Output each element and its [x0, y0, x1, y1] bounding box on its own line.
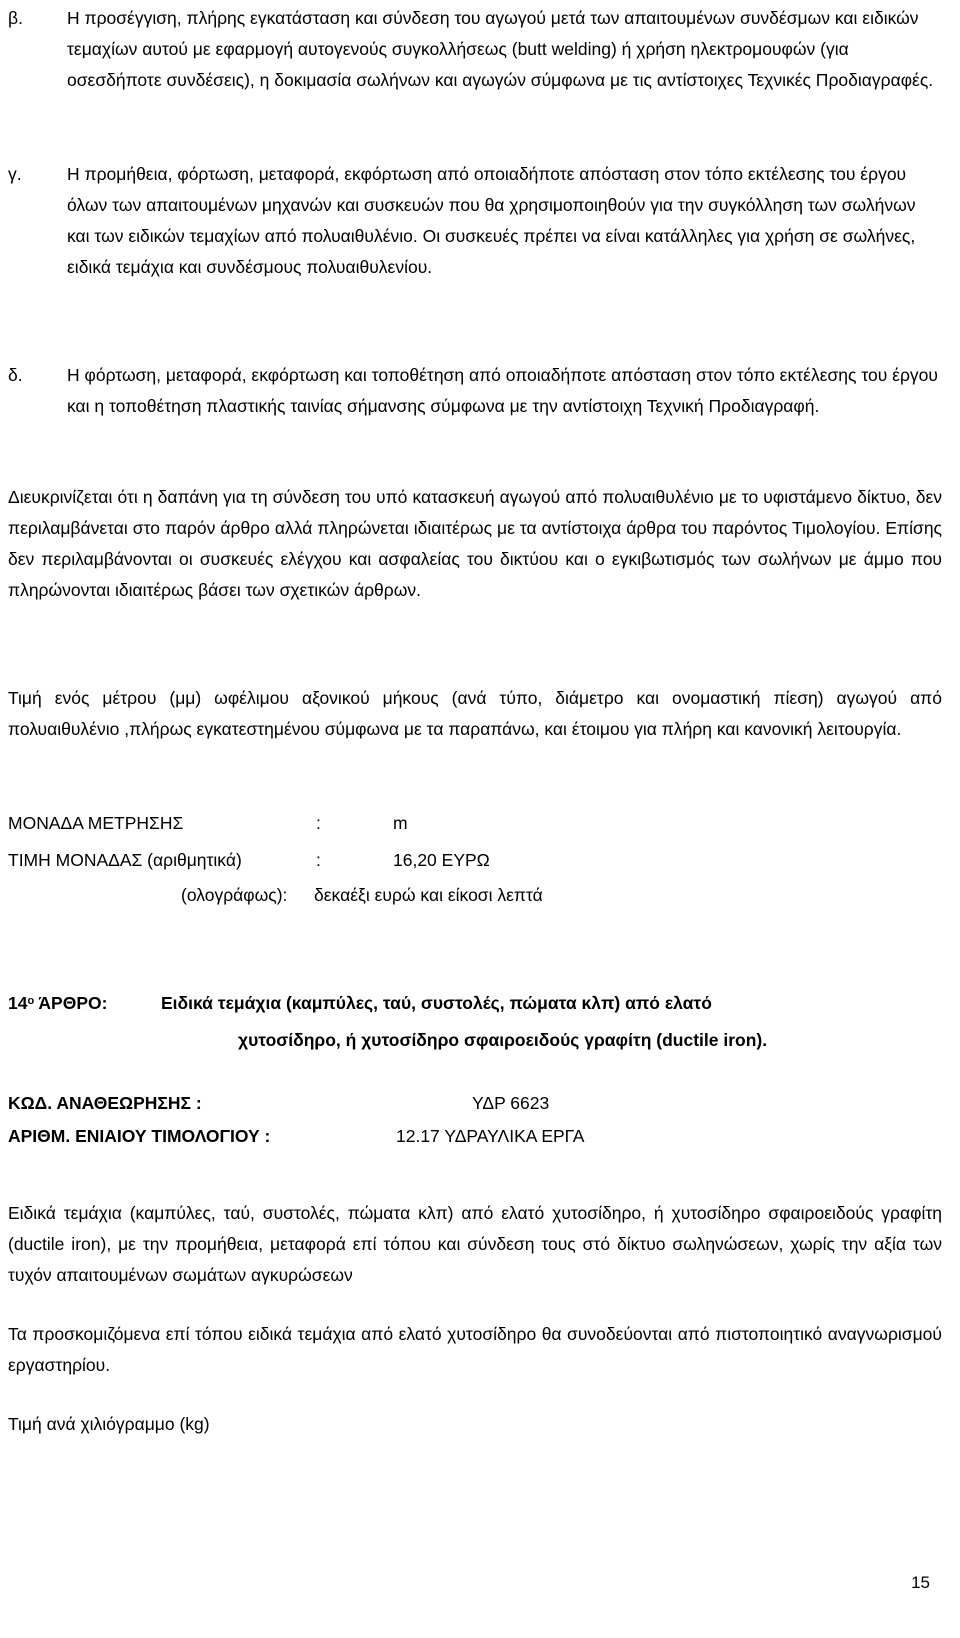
article-label-suffix: ΆΡΘΡΟ: — [34, 993, 108, 1013]
unit-price-label: ΤΙΜΗ ΜΟΝΑΔΑΣ (αριθμητικά) — [8, 850, 242, 870]
article-number-label — [8, 993, 107, 1013]
article-title-line-1: Ειδικά τεμάχια (καμπύλες, ταύ, συστολές, πώματα κλπ) από ελατό — [161, 993, 712, 1013]
unit-value: m — [393, 813, 408, 833]
list-item-label: δ. — [8, 365, 23, 385]
revision-code-label: ΚΩΔ. ΑΝΑΘΕΩΡΗΣΗΣ : — [8, 1093, 202, 1113]
price-statement-paragraph: Τιμή ενός μέτρου (μμ) ωφέλιμου αξονικού μήκους (ανά τύπο, διάμετρο και ονομαστική πίεση) αγωγού από πολυαιθυλένιο ,πλήρως εγκατεστημένου σύμφωνα με τα παραπάνω, και έτοιμου για πλήρη και κανονική λειτουργία. — [8, 688, 942, 739]
article-price-per-kg: Τιμή ανά χιλιόγραμμο (kg) — [8, 1414, 210, 1434]
revision-code-value: ΥΔΡ 6623 — [472, 1093, 550, 1113]
article-certificates-paragraph: Τα προσκομιζόμενα επί τόπου ειδικά τεμάχια από ελατό χυτοσίδηρο θα συνοδεύονται από πιστοποιητικό αναγνωρισμού εργαστηρίου. — [8, 1324, 942, 1375]
list-item-label: γ. — [8, 164, 22, 184]
list-item-text: Η φόρτωση, μεταφορά, εκφόρτωση και τοποθέτηση από οποιαδήποτε απόσταση στον τόπο εκτέλεσης του έργου και η τοποθέτηση πλαστικής ταινίας σήμανσης σύμφωνα με την αντίστοιχη Τεχνική Προδιαγραφή. — [67, 365, 938, 416]
price-list-number-value: 12.17 ΥΔΡΑΥΛΙΚΑ ΕΡΓΑ — [396, 1126, 585, 1146]
article-number: 14 — [8, 993, 28, 1013]
unit-price-words-value: δεκαέξι ευρώ και είκοσι λεπτά — [314, 885, 543, 905]
article-number-superscript: ο — [27, 995, 35, 1007]
unit-separator: : — [316, 813, 321, 833]
unit-price-words-label: (ολογράφως): — [181, 885, 288, 905]
list-item-text: Η προμήθεια, φόρτωση, μεταφορά, εκφόρτωση από οποιαδήποτε απόσταση στον τόπο εκτέλεσης του έργου όλων των απαιτουμένων μηχανών και συσκευών που θα χρησιμοποιηθούν για την συγκόλληση των σωλήνων και των ειδικών τεμαχίων από πολυαιθυλένιο. Οι συσκευές πρέπει να είναι κατάλληλες για χρήση σε σωλήνες, ειδικά τεμάχια και συνδέσμους πολυαιθυλενίου. — [67, 164, 916, 277]
page-number: 15 — [911, 1573, 930, 1592]
list-item-beta — [8, 3, 942, 96]
list-item-text: Η προσέγγιση, πλήρης εγκατάσταση και σύνδεση του αγωγού μετά των απαιτουμένων συνδέσμων και ειδικών τεμαχίων αυτού με εφαρμογή αυτογενούς συγκολλήσεως (butt welding) ή χρήση ηλεκτρομουφών (για οσεσδήποτε συνδέσεις), η δοκιμασία σωλήνων και αγωγών σύμφωνα με τις αντίστοιχες Τεχνικές Προδιαγραφές. — [67, 8, 934, 90]
article-description: Ειδικά τεμάχια (καμπύλες, ταύ, συστολές, πώματα κλπ) από ελατό χυτοσίδηρο, ή χυτοσίδηρο σφαιροειδούς γραφίτη (ductile iron), με την προμήθεια, μεταφορά επί τόπου και σύνδεση τους στό δίκτυο σωληνώσεων, χωρίς την αξία των τυχόν απαιτουμένων σωμάτων αγκυρώσεων — [8, 1203, 942, 1285]
unit-price-value: 16,20 ΕΥΡΩ — [393, 850, 490, 870]
list-item-delta — [8, 360, 942, 422]
clarification-paragraph: Διευκρινίζεται ότι η δαπάνη για τη σύνδεση του υπό κατασκευή αγωγού από πολυαιθυλένιο με το υφιστάμενο δίκτυο, δεν περιλαμβάνεται στο παρόν άρθρο αλλά πληρώνεται ιδιαιτέρως με τα αντίστοιχα άρθρα του παρόντος Τιμολογίου. Επίσης δεν περιλαμβάνονται οι συσκευές ελέγχου και ασφαλείας του δικτύου και ο εγκιβωτισμός των σωλήνων με άμμο που πληρώνονται ιδιαιτέρως βάσει των σχετικών άρθρων. — [8, 487, 942, 600]
price-list-number-label: ΑΡΙΘΜ. ΕΝΙΑΙΟΥ ΤΙΜΟΛΟΓΙΟΥ : — [8, 1126, 271, 1146]
unit-label: ΜΟΝΑΔΑ ΜΕΤΡΗΣΗΣ — [8, 813, 184, 833]
unit-price-separator: : — [316, 850, 321, 870]
list-item-label: β. — [8, 8, 23, 28]
article-title-line-2: χυτοσίδηρο, ή χυτοσίδηρο σφαιροειδούς γραφίτη (ductile iron). — [238, 1030, 768, 1050]
list-item-gamma — [8, 159, 942, 283]
